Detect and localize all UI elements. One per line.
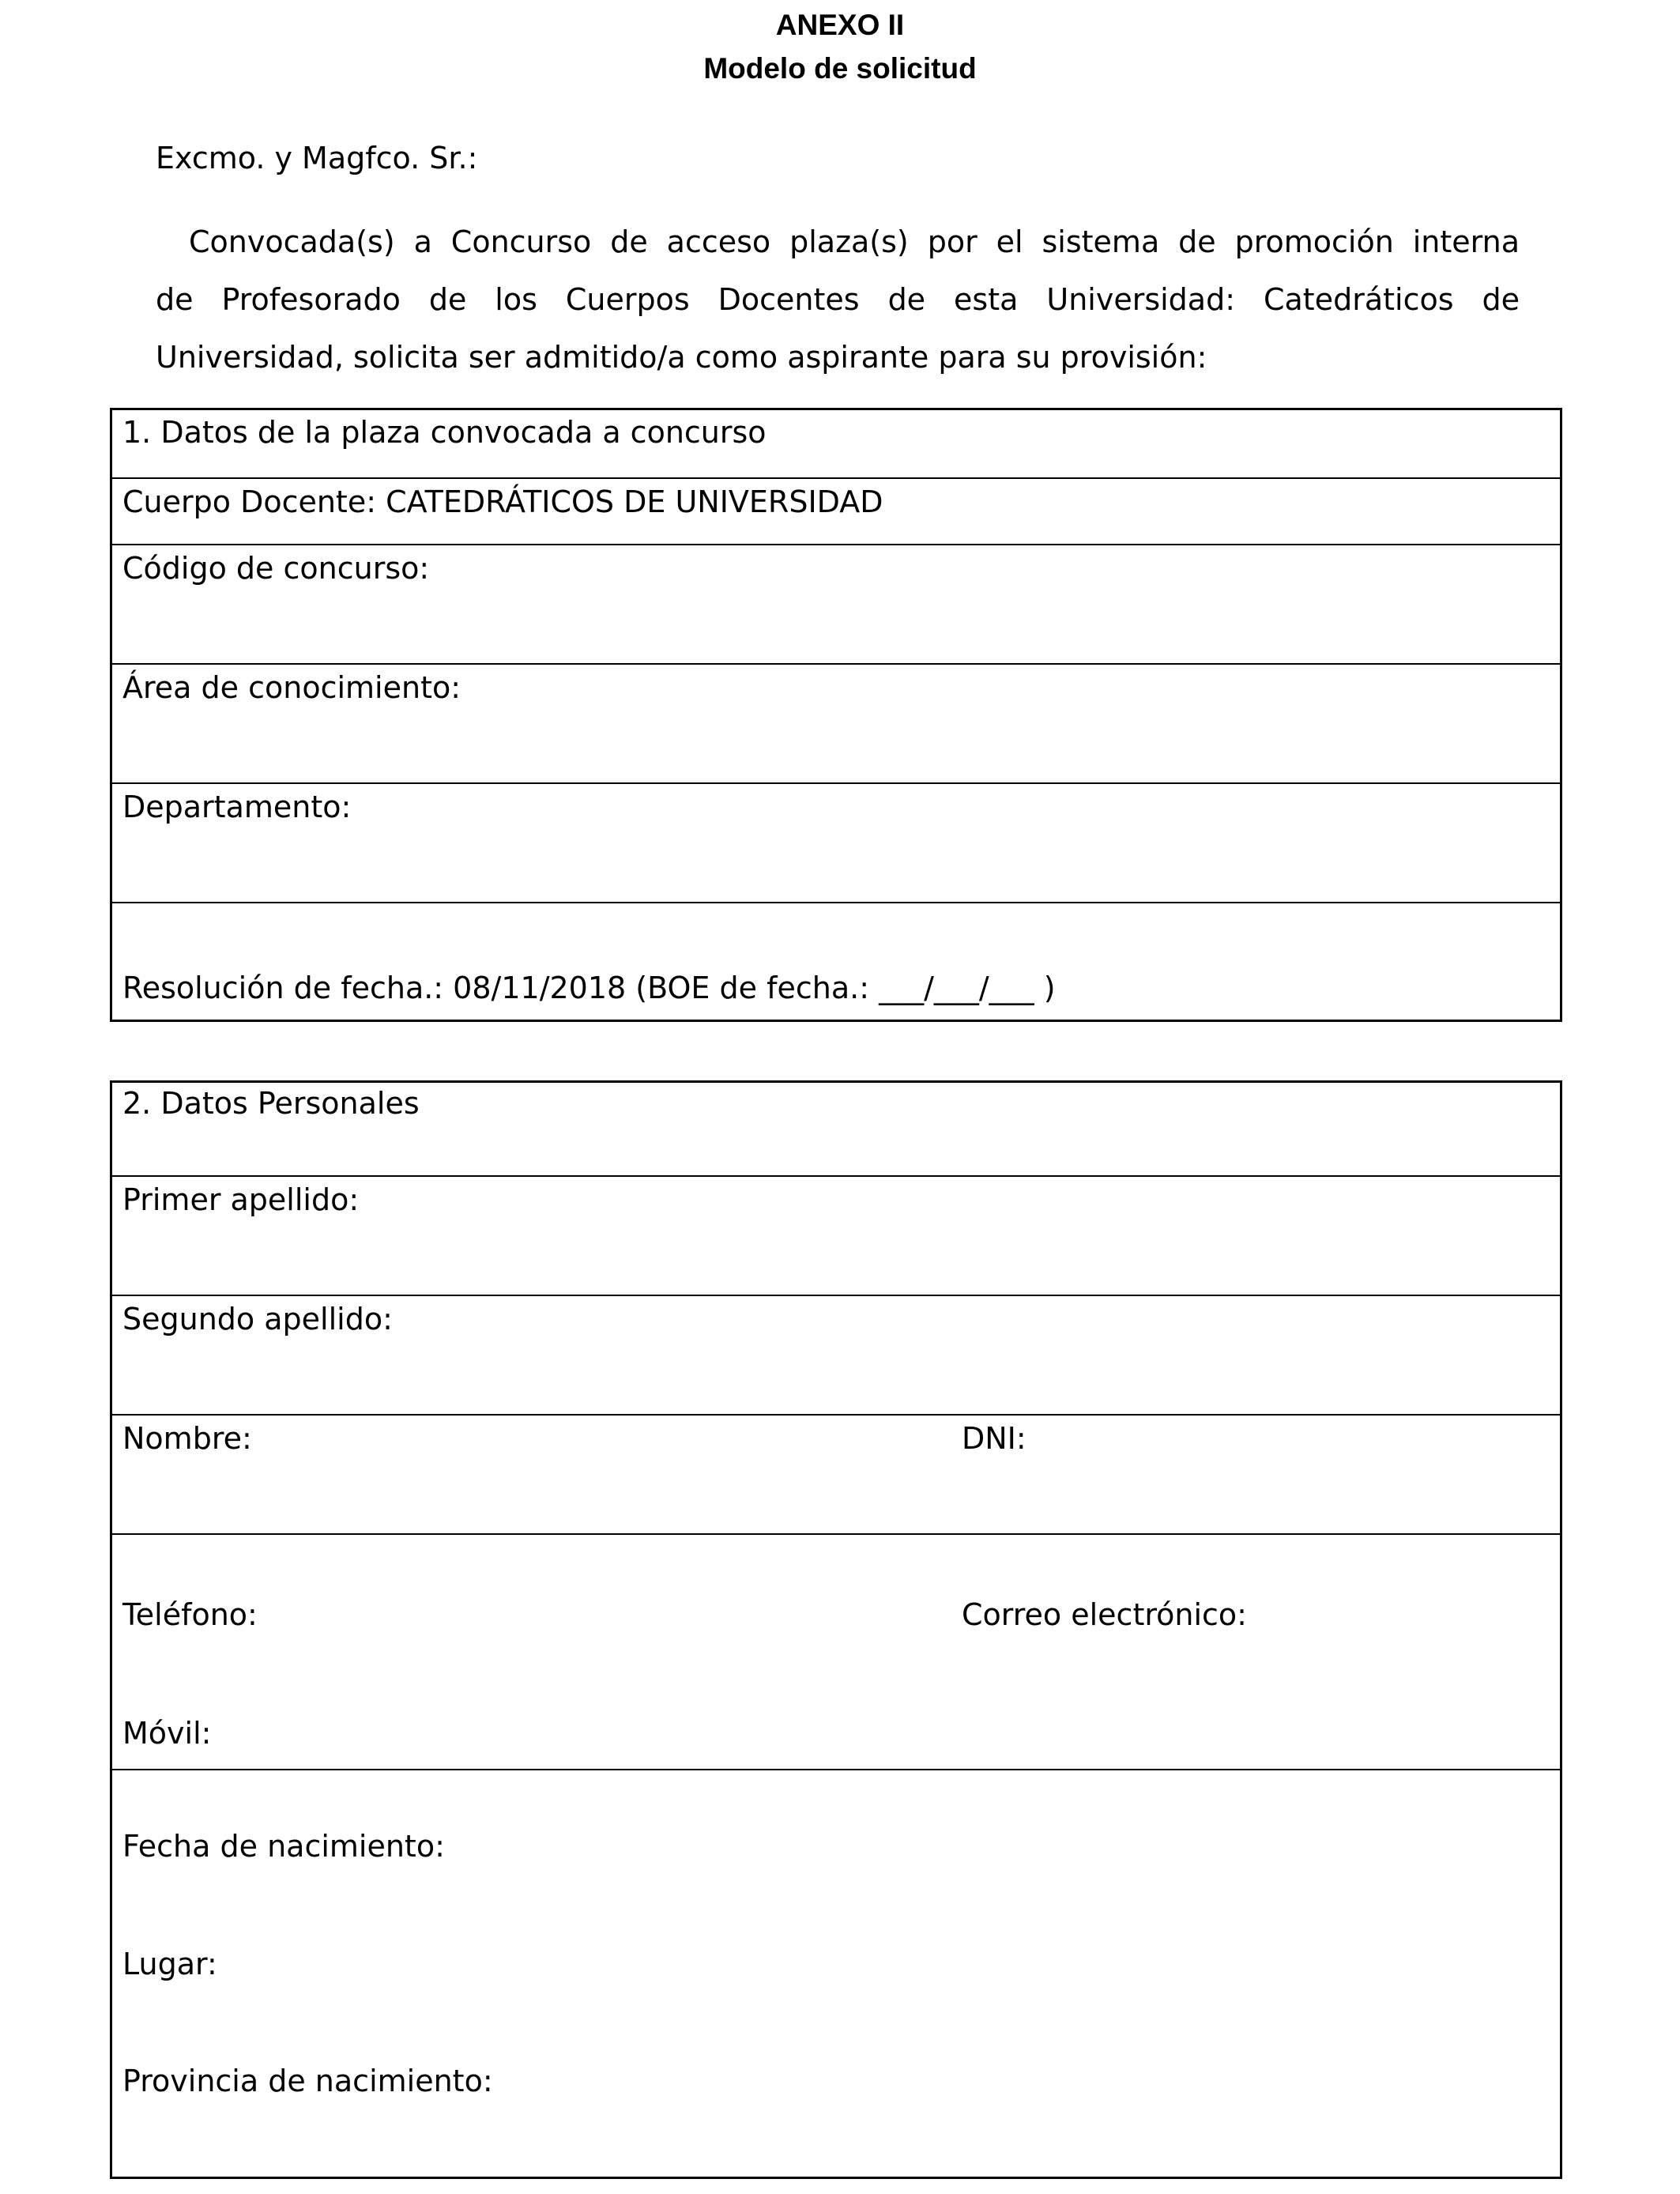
codigo-concurso-label: Código de concurso: <box>122 551 430 586</box>
primer-apellido-label: Primer apellido: <box>122 1182 360 1217</box>
correo-label: Correo electrónico: <box>962 1597 1247 1632</box>
personal-data-table <box>110 1080 1562 2179</box>
plaza-heading: 1. Datos de la plaza convocada a concurso <box>122 415 767 450</box>
cuerpo-docente-row <box>112 477 1560 544</box>
codigo-concurso-field[interactable] <box>112 544 1560 663</box>
segundo-apellido-field[interactable] <box>112 1295 1560 1414</box>
resolucion-field[interactable] <box>112 902 1560 1020</box>
segundo-apellido-label: Segundo apellido: <box>122 1302 393 1336</box>
movil-label: Móvil: <box>122 1716 212 1751</box>
intro-line-2: de Profesorado de los Cuerpos Docentes de esta Universidad: Catedráticos de <box>156 282 1520 317</box>
intro-line-3: Universidad, solicita ser admitido/a como aspirante para su provisión: <box>156 340 1207 375</box>
nombre-label: Nombre: <box>122 1421 252 1456</box>
primer-apellido-field[interactable] <box>112 1175 1560 1295</box>
area-conocimiento-field[interactable] <box>112 663 1560 782</box>
lugar-label: Lugar: <box>122 1947 217 1981</box>
salutation: Excmo. y Magfco. Sr.: <box>156 141 478 175</box>
provincia-nacimiento-label: Provincia de nacimiento: <box>122 2064 493 2098</box>
intro-paragraph <box>156 213 1520 386</box>
birth-data-row[interactable] <box>112 1769 1560 2177</box>
personal-heading: 2. Datos Personales <box>122 1086 420 1121</box>
contact-row[interactable] <box>112 1533 1560 1769</box>
area-conocimiento-label: Área de conocimiento: <box>122 670 461 705</box>
departamento-label: Departamento: <box>122 790 352 824</box>
form-subtitle: Modelo de solicitud <box>703 52 977 85</box>
plaza-data-table <box>110 408 1562 1022</box>
nombre-dni-row[interactable] <box>112 1414 1560 1533</box>
departamento-field[interactable] <box>112 782 1560 902</box>
personal-heading-row <box>112 1083 1560 1175</box>
cuerpo-docente-label: Cuerpo Docente: CATEDRÁTICOS DE UNIVERSIDAD <box>122 484 883 519</box>
fecha-nacimiento-label: Fecha de nacimiento: <box>122 1829 445 1864</box>
telefono-label: Teléfono: <box>122 1597 258 1632</box>
plaza-heading-row <box>112 410 1560 477</box>
annex-title: ANEXO II <box>775 9 905 41</box>
resolucion-label: Resolución de fecha.: 08/11/2018 (BOE de fecha.: ___/___/___ ) <box>122 971 1056 1005</box>
dni-label: DNI: <box>962 1421 1026 1456</box>
intro-line-1: Convocada(s) a Concurso de acceso plaza(s) por el sistema de promoción interna <box>189 224 1520 259</box>
